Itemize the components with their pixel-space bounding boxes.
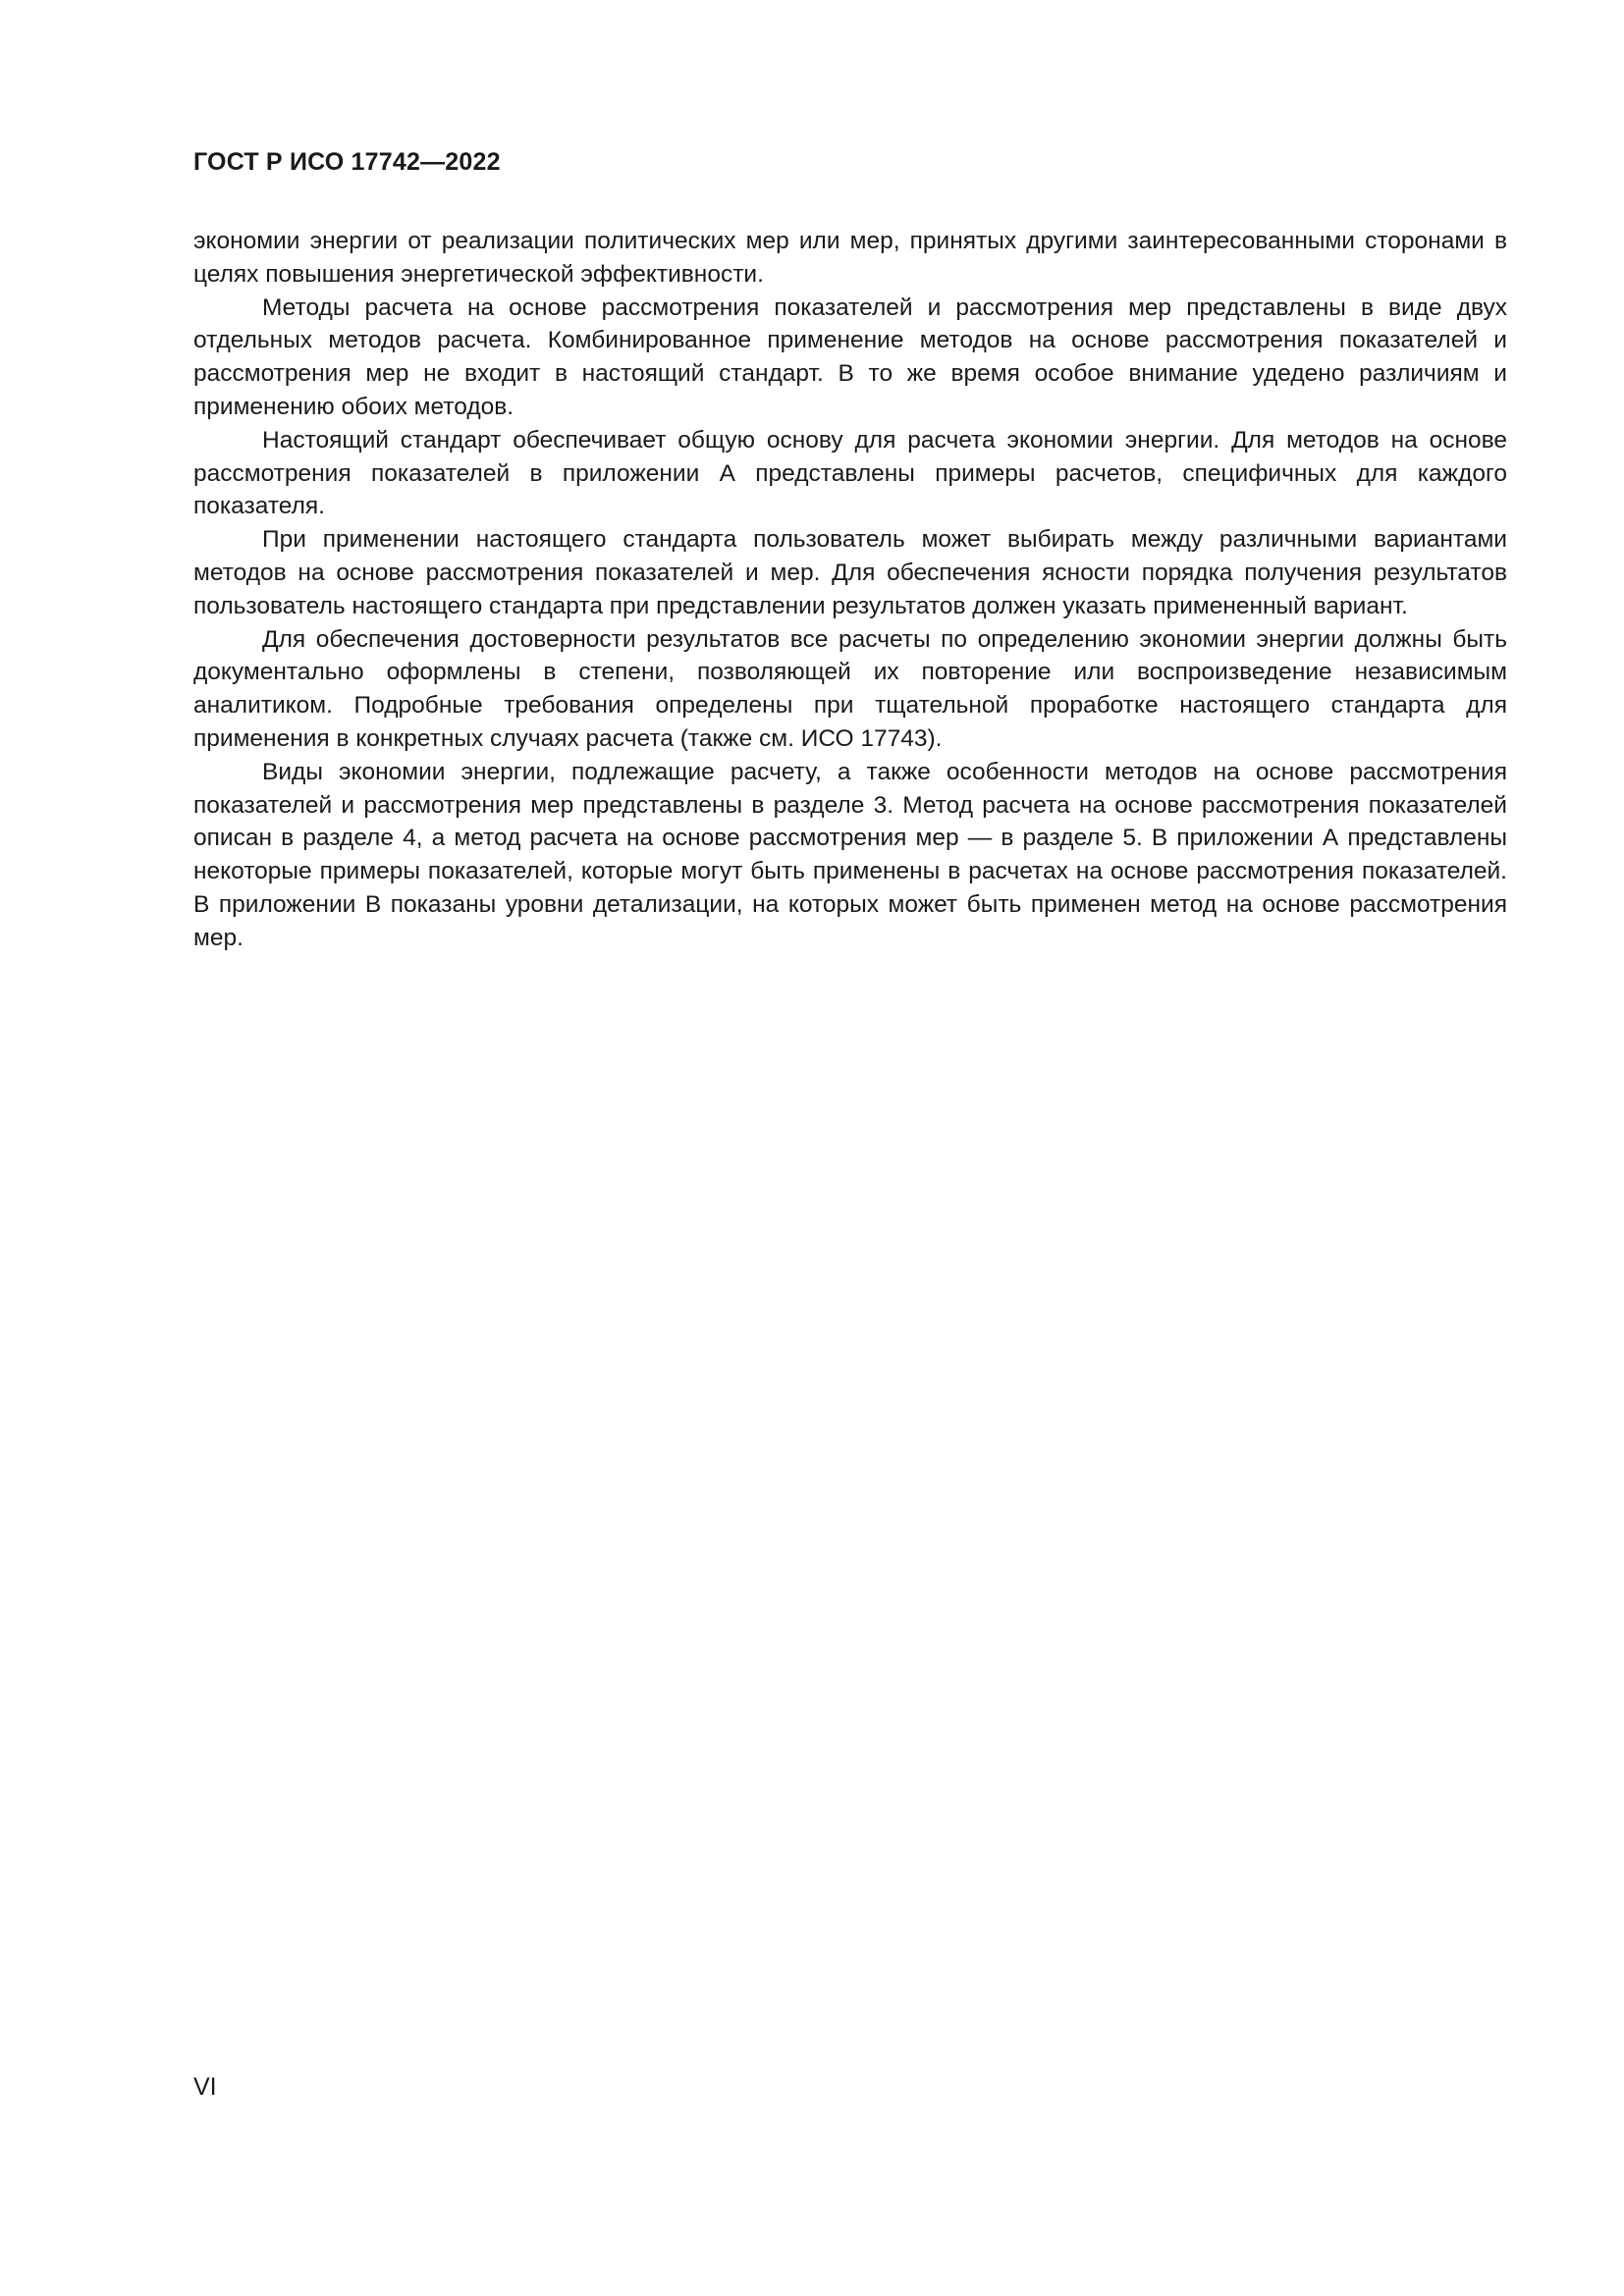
- paragraph-methods: Методы расчета на основе рассмотрения показателей и рассмотрения мер представлены в виде двух отдельных методов расчета. Комбинированное применение методов на основе рассмотрения показателей и рассмотрения мер не входит в настоящий стандарт. В то же время особое внимание удедено различиям и применению обоих методов.: [193, 294, 1507, 420]
- document-header-title: ГОСТ Р ИСО 17742—2022: [193, 148, 501, 176]
- paragraph-reliability: Для обеспечения достоверности результатов все расчеты по определению экономии энергии должны быть документально оформлены в степени, позволяющей их повторение или воспроизведение независимым аналитиком. Подробные требования определены при тщательной проработке настоящего стандарта для применения в конкретных случаях расчета (также см. ИСО 17743).: [193, 625, 1507, 752]
- paragraph-framework: Настоящий стандарт обеспечивает общую основу для расчета экономии энергии. Для методов на основе рассмотрения показателей в приложении А представлены примеры расчетов, специфичных для каждого показателя.: [193, 426, 1507, 520]
- document-body: [193, 225, 1507, 955]
- page-number: VI: [193, 2073, 217, 2101]
- paragraph-sections-overview: Виды экономии энергии, подлежащие расчету, а также особенности методов на основе рассмотрения показателей и рассмотрения мер представлены в разделе 3. Метод расчета на основе рассмотрения показателей описан в разделе 4, а метод расчета на основе рассмотрения мер — в разделе 5. В приложении А представлены некоторые примеры показателей, которые могут быть применены в расчетах на основе рассмотрения показателей. В приложении В показаны уровни детализации, на которых может быть применен метод на основе рассмотрения мер.: [193, 758, 1507, 951]
- paragraph-variants: При применении настоящего стандарта пользователь может выбирать между различными вариантами методов на основе рассмотрения показателей и мер. Для обеспечения ясности порядка получения результатов пользователь настоящего стандарта при представлении результатов должен указать примененный вариант.: [193, 526, 1507, 619]
- paragraph-continuation: экономии энергии от реализации политических мер или мер, принятых другими заинтересованными сторонами в целях повышения энергетической эффективности.: [193, 228, 1507, 288]
